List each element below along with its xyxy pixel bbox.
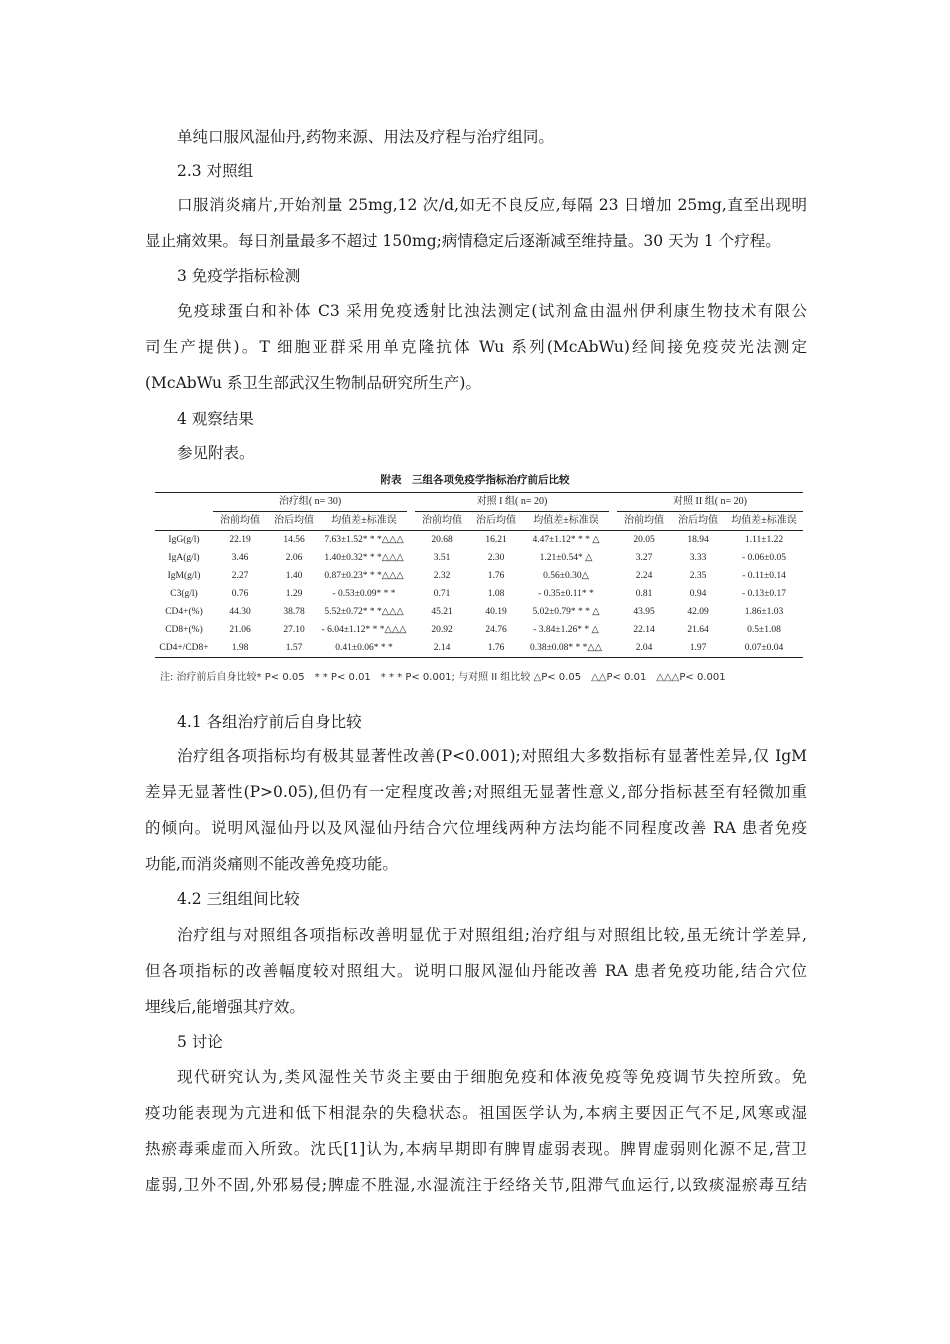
table-row xyxy=(155,567,803,585)
section-heading-4-1: 4.1 各组治疗前后自身比较 xyxy=(177,713,362,731)
table-cell: 18.94 xyxy=(687,535,709,545)
subheader-pre: 治前均值 xyxy=(422,515,463,526)
subheader-post: 治后均值 xyxy=(274,515,314,526)
row-label: CD8+(%) xyxy=(165,625,203,635)
table-cell: 3.46 xyxy=(231,553,249,563)
table-row xyxy=(155,585,803,603)
table-cell: 1.97 xyxy=(689,643,707,653)
table-cell: 20.92 xyxy=(431,625,453,635)
table-cell: 16.21 xyxy=(485,535,507,545)
table-cell: 1.76 xyxy=(487,571,505,581)
paragraph-line: 的倾向。说明风湿仙丹以及风湿仙丹结合穴位埋线两种方法均能不同程度改善 RA 患者免疫 xyxy=(145,819,807,837)
table-cell: 0.41±0.06* * * xyxy=(335,643,393,653)
table-cell: 45.21 xyxy=(431,607,453,617)
table-row xyxy=(155,603,803,621)
row-label: C3(g/l) xyxy=(170,589,198,599)
table-row xyxy=(155,639,803,658)
table-cell: 20.68 xyxy=(431,535,453,545)
corner-cell xyxy=(155,493,213,512)
table-cell: 43.95 xyxy=(633,607,655,617)
table-cell: 0.87±0.23* * *△△△ xyxy=(324,571,404,581)
paragraph-line: 功能,而消炎痛则不能改善免疫功能。 xyxy=(145,855,398,873)
table-cell: - 0.35±0.11* * xyxy=(538,589,594,599)
table-cell: 38.78 xyxy=(283,607,305,617)
paragraph-line: 现代研究认为,类风湿性关节炎主要由于细胞免疫和体液免疫等免疫调节失控所致。免 xyxy=(177,1068,807,1086)
paragraph-line: 但各项指标的改善幅度较对照组大。说明口服风湿仙丹能改善 RA 患者免疫功能,结合穴位 xyxy=(145,962,807,980)
table-cell: - 0.06±0.05 xyxy=(742,553,787,563)
table-cell: 2.35 xyxy=(689,571,707,581)
table-cell: - 0.13±0.17 xyxy=(742,589,787,599)
paragraph-line: 埋线后,能增强其疗效。 xyxy=(145,998,305,1016)
paragraph-line: 治疗组各项指标均有极其显著性改善(P<0.001);对照组大多数指标有显著性差异,仅 IgM xyxy=(177,747,807,765)
table-cell: 0.94 xyxy=(689,589,707,599)
table-cell: 1.57 xyxy=(285,643,303,653)
table-cell: 20.05 xyxy=(633,535,655,545)
table-row xyxy=(155,621,803,639)
table-cell: 24.76 xyxy=(485,625,507,635)
section-heading-2-3: 2.3 对照组 xyxy=(177,162,254,180)
table-cell: - 3.84±1.26* * △ xyxy=(533,625,599,635)
table-cell: - 0.11±0.14 xyxy=(742,571,786,581)
table-cell: 42.09 xyxy=(687,607,709,617)
subheader-post: 治后均值 xyxy=(678,515,719,526)
table-row xyxy=(155,549,803,567)
results-table xyxy=(155,492,803,658)
paragraph-line: 单纯口服风湿仙丹,药物来源、用法及疗程与治疗组同。 xyxy=(177,128,554,146)
subheader-diff: 均值差±标准误 xyxy=(331,515,397,526)
group-header-control-1: 对照 I 组( n= 20) xyxy=(415,493,609,512)
paragraph-line: 热瘀毒乘虚而入所致。沈氏[1]认为,本病早期即有脾胃虚弱表现。脾胃虚弱则化源不足,营卫 xyxy=(145,1140,807,1158)
table-cell: 40.19 xyxy=(485,607,507,617)
row-label: CD4+/CD8+ xyxy=(159,643,209,653)
section-heading-5: 5 讨论 xyxy=(177,1033,223,1051)
table-cell: 2.14 xyxy=(433,643,451,653)
table-cell: 4.47±1.12* * * △ xyxy=(532,535,600,545)
table-cell: 0.81 xyxy=(635,589,653,599)
paragraph-line: 口服消炎痛片,开始剂量 25mg,12 次/d,如无不良反应,每隔 23 日增加 25mg,直至出现明 xyxy=(177,196,807,214)
table-cell: 2.06 xyxy=(285,553,303,563)
table-cell: 0.76 xyxy=(231,589,249,599)
subheader-pre: 治前均值 xyxy=(220,515,260,526)
table-cell: 1.98 xyxy=(231,643,249,653)
subheader-post: 治后均值 xyxy=(476,515,517,526)
row-label: IgG(g/l) xyxy=(168,535,200,545)
table-cell: 2.32 xyxy=(433,571,451,581)
table-cell: 0.38±0.08* * *△△ xyxy=(529,643,603,653)
section-heading-3: 3 免疫学指标检测 xyxy=(177,267,301,285)
table-footnote: 注: 治疗前后自身比较* P< 0.05 * * P< 0.01 * * * P< 0.001; 与对照 II 组比较 △P< 0.05 △△P< 0.01 △△△P< 0.001 xyxy=(160,672,726,683)
subheader-diff: 均值差±标准误 xyxy=(533,515,599,526)
group-header-treatment: 治疗组( n= 30) xyxy=(213,493,407,512)
table-cell: 2.24 xyxy=(635,571,653,581)
table-cell: 1.21±0.54* △ xyxy=(539,553,593,563)
table-cell: 21.64 xyxy=(687,625,709,635)
table-caption: 附表 三组各项免疫学指标治疗前后比较 xyxy=(380,474,570,486)
paragraph-line: 参见附表。 xyxy=(177,444,255,462)
paragraph-line: 显止痛效果。每日剂量最多不超过 150mg;病情稳定后逐渐减至维持量。30 天为 1 个疗程。 xyxy=(145,232,781,250)
table-cell: 1.40 xyxy=(285,571,303,581)
table-cell: 0.5±1.08 xyxy=(747,625,781,635)
row-label: IgM(g/l) xyxy=(167,571,201,581)
table-cell: 3.51 xyxy=(433,553,451,563)
table-cell: 5.52±0.72* * *△△△ xyxy=(324,607,404,617)
section-heading-4: 4 观察结果 xyxy=(177,410,254,428)
paragraph-line: 治疗组与对照组各项指标改善明显优于对照组组;治疗组与对照组比较,虽无统计学差异, xyxy=(177,926,807,944)
table-cell: 2.27 xyxy=(231,571,249,581)
table-cell: 3.27 xyxy=(635,553,653,563)
paragraph-line: 虚弱,卫外不固,外邪易侵;脾虚不胜湿,水湿流注于经络关节,阻滞气血运行,以致痰湿瘀毒互结 xyxy=(145,1176,807,1194)
table-cell: 1.86±1.03 xyxy=(744,607,784,617)
table-cell: 0.07±0.04 xyxy=(744,643,784,653)
table-cell: 2.30 xyxy=(487,553,505,563)
table-cell: 1.11±1.22 xyxy=(744,535,784,545)
table-cell: - 6.04±1.12* * *△△△ xyxy=(321,625,407,635)
table-cell: 14.56 xyxy=(283,535,305,545)
table-cell: 27.10 xyxy=(283,625,305,635)
paragraph-line: 疫功能表现为亢进和低下相混杂的失稳状态。祖国医学认为,本病主要因正气不足,风寒或湿 xyxy=(145,1104,807,1122)
paragraph-line: 免疫球蛋白和补体 C3 采用免疫透射比浊法测定(试剂盒由温州伊利康生物技术有限公 xyxy=(177,302,807,320)
paragraph-line: 差异无显著性(P>0.05),但仍有一定程度改善;对照组无显著性意义,部分指标甚至有轻微加重 xyxy=(145,783,807,801)
table-cell: - 0.53±0.09* * * xyxy=(332,589,396,599)
row-label: IgA(g/l) xyxy=(168,553,200,563)
table-cell: 0.56±0.30△ xyxy=(543,571,589,581)
table-row xyxy=(155,531,803,550)
table-cell: 2.04 xyxy=(635,643,653,653)
table-cell: 3.33 xyxy=(689,553,707,563)
table-cell: 0.71 xyxy=(433,589,451,599)
subheader-pre: 治前均值 xyxy=(624,515,665,526)
table-cell: 22.19 xyxy=(229,535,251,545)
paragraph-line: (McAbWu 系卫生部武汉生物制品研究所生产)。 xyxy=(145,374,481,392)
table-cell: 22.14 xyxy=(633,625,655,635)
table-cell: 5.02±0.79* * * △ xyxy=(532,607,600,617)
paragraph-line: 司生产提供)。T 细胞亚群采用单克隆抗体 Wu 系列(McAbWu)经间接免疫荧光法测定 xyxy=(145,338,807,356)
table-cell: 1.29 xyxy=(285,589,303,599)
results-table-wrapper xyxy=(155,492,795,658)
table-cell: 1.40±0.32* * *△△△ xyxy=(324,553,404,563)
section-heading-4-2: 4.2 三组组间比较 xyxy=(177,890,300,908)
table-cell: 21.06 xyxy=(229,625,251,635)
table-cell: 7.63±1.52* * *△△△ xyxy=(324,535,404,545)
group-header-control-2: 对照 II 组( n= 20) xyxy=(617,493,803,512)
row-label: CD4+(%) xyxy=(165,607,203,617)
table-cell: 1.08 xyxy=(487,589,505,599)
subheader-diff: 均值差±标准误 xyxy=(731,515,797,526)
table-cell: 1.76 xyxy=(487,643,505,653)
table-cell: 44.30 xyxy=(229,607,251,617)
